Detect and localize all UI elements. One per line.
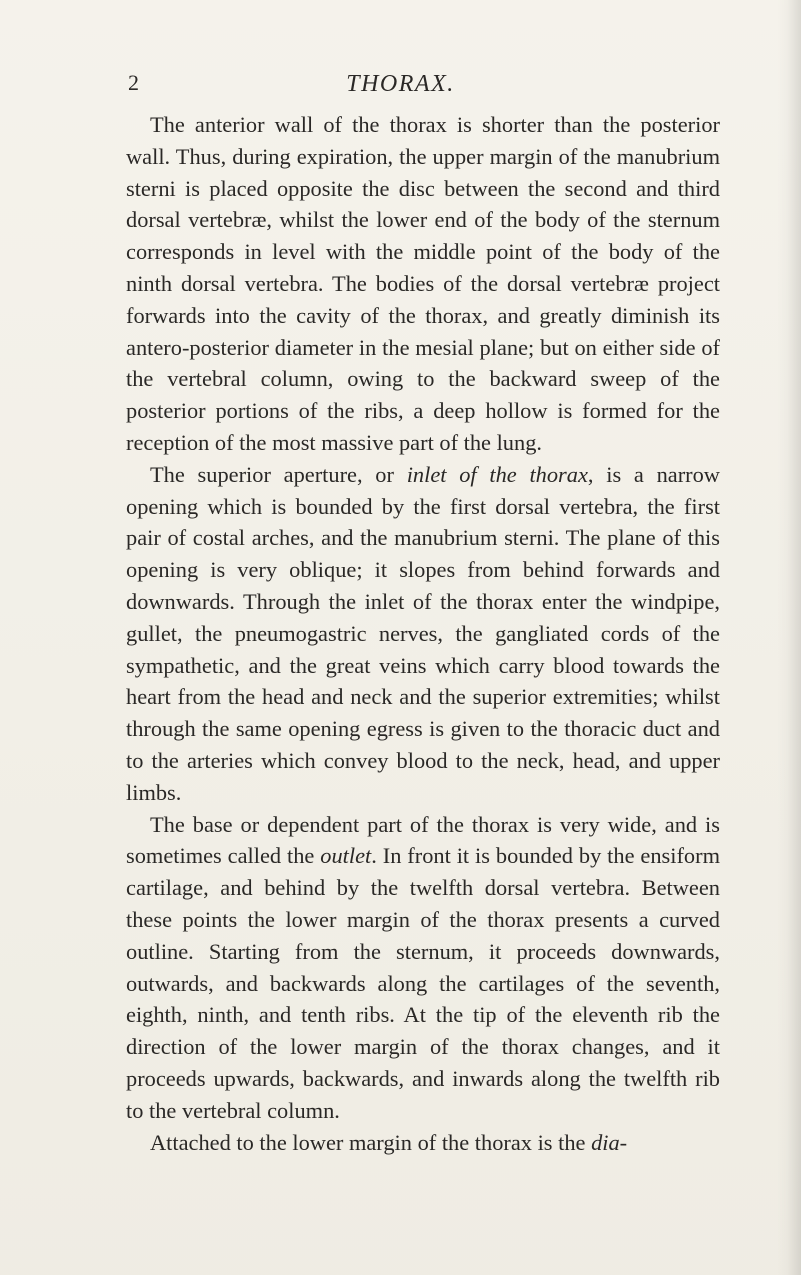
page-number: 2	[128, 70, 139, 95]
running-title: THORAX.	[346, 71, 455, 97]
paragraph-diaphragm-intro	[126, 1127, 720, 1159]
paragraph-text: The base or dependent part of the thorax is very wide, and is sometimes called the	[126, 811, 720, 869]
emphasis-term: dia-	[591, 1129, 628, 1155]
paragraph-anterior-wall: The anterior wall of the thorax is shorter than the posterior wall. Thus, during expiration, the upper margin of the manubrium sterni is placed opposite the disc between the second and third dorsal vertebræ, whilst the lower end of the body of the sternum corresponds in level with the middle point of the body of the ninth dorsal vertebra. The bodies of the dorsal vertebræ project forwards into the cavity of the thorax, and greatly diminish its antero-posterior diameter in the mesial plane; but on either side of the vertebral column, owing to the backward sweep of the posterior portions of the ribs, a deep hollow is formed for the reception of the most massive part of the lung.	[126, 112, 720, 455]
paragraph-thorax-base	[126, 809, 720, 1127]
paragraph-superior-aperture	[126, 459, 720, 809]
paragraph-text: , is a narrow opening which is bounded by the first dorsal vertebra, the first pair of costal arches, and the manubrium sterni. The plane of this opening is very oblique; it slopes from behind forwards and downwards. Through the inlet of the thorax enter the windpipe, gullet, the pneumogastric nerves, the gangliated cords of the sympathetic, and the great veins which carry blood towards the heart from the head and neck and the superior extremities; whilst through the same opening egress is given to the thoracic duct and to the arteries which convey blood to the neck, head, and upper limbs.	[126, 461, 720, 805]
body-text	[126, 109, 720, 1158]
emphasis-term: outlet	[320, 843, 372, 869]
page-header	[0, 64, 801, 100]
paragraph-text: Attached to the lower margin of the thorax is the	[150, 1129, 592, 1155]
emphasis-term: inlet of the thorax	[406, 461, 588, 487]
page-edge-shadow	[787, 0, 801, 1275]
paragraph-text: . In front it is bounded by the ensiform cartilage, and behind by the twelfth dorsal vertebra. Between these points the lower margin of the thorax presents a curved outline. Starting from the sternum, it proceeds downwards, outwards, and backwards along the cartilages of the seventh, eighth, ninth, and tenth ribs. At the tip of the eleventh rib the direction of the lower margin of the thorax changes, and it proceeds upwards, backwards, and inwards along the twelfth rib to the vertebral column.	[126, 843, 720, 1123]
paragraph-text: The superior aperture, or	[150, 461, 407, 487]
